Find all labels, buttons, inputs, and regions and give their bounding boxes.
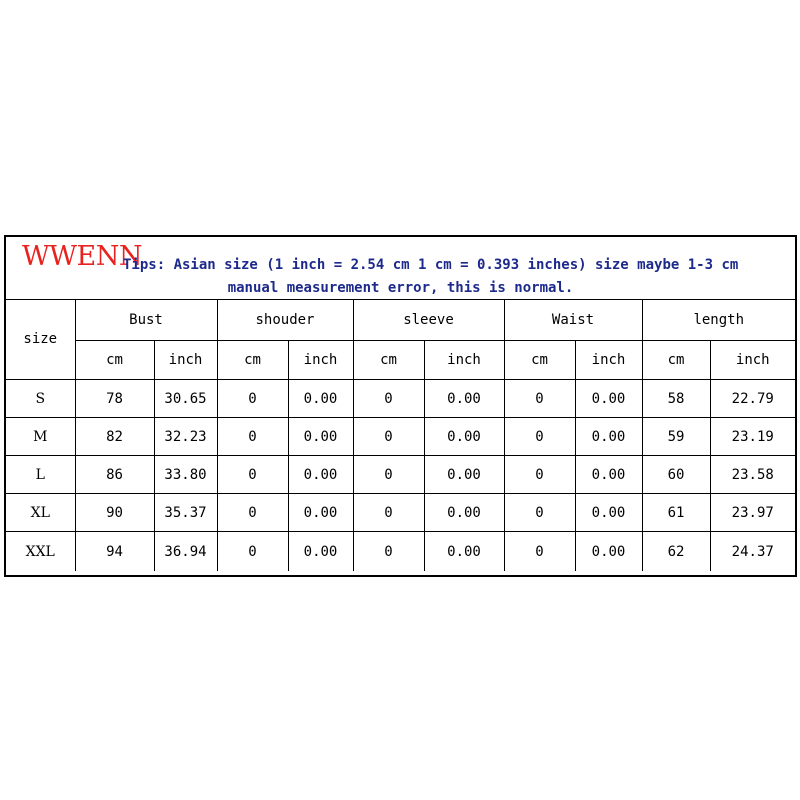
group-header-length: length bbox=[642, 299, 795, 341]
value-cell: 30.65 bbox=[154, 380, 217, 418]
unit-header: inch bbox=[710, 341, 795, 380]
unit-header: cm bbox=[353, 341, 424, 380]
value-cell: 78 bbox=[75, 380, 154, 418]
value-cell: 0 bbox=[504, 532, 575, 572]
unit-header: cm bbox=[504, 341, 575, 380]
size-cell: S bbox=[6, 380, 75, 418]
size-chart bbox=[4, 235, 797, 577]
unit-header: inch bbox=[288, 341, 353, 380]
value-cell: 82 bbox=[75, 418, 154, 456]
table-row bbox=[6, 494, 795, 532]
value-cell: 0 bbox=[353, 532, 424, 572]
unit-header: cm bbox=[642, 341, 710, 380]
value-cell: 0 bbox=[217, 532, 288, 572]
value-cell: 58 bbox=[642, 380, 710, 418]
size-cell: XXL bbox=[6, 532, 75, 572]
value-cell: 0.00 bbox=[575, 456, 642, 494]
table-row bbox=[6, 532, 795, 572]
value-cell: 94 bbox=[75, 532, 154, 572]
value-cell: 0 bbox=[504, 380, 575, 418]
value-cell: 60 bbox=[642, 456, 710, 494]
table-row bbox=[6, 418, 795, 456]
value-cell: 0 bbox=[504, 418, 575, 456]
value-cell: 0 bbox=[504, 494, 575, 532]
value-cell: 0.00 bbox=[288, 494, 353, 532]
value-cell: 0 bbox=[353, 494, 424, 532]
table-row bbox=[6, 380, 795, 418]
size-cell: M bbox=[6, 418, 75, 456]
value-cell: 33.80 bbox=[154, 456, 217, 494]
value-cell: 0 bbox=[504, 456, 575, 494]
value-cell: 0 bbox=[353, 456, 424, 494]
value-cell: 61 bbox=[642, 494, 710, 532]
value-cell: 0.00 bbox=[424, 532, 504, 572]
unit-header: cm bbox=[217, 341, 288, 380]
value-cell: 62 bbox=[642, 532, 710, 572]
value-cell: 0 bbox=[217, 418, 288, 456]
value-cell: 0 bbox=[217, 380, 288, 418]
value-cell: 0.00 bbox=[424, 456, 504, 494]
tips-line-1: Tips: Asian size (1 inch = 2.54 cm 1 cm = 0.393 inches) size maybe 1-3 cm bbox=[123, 257, 739, 273]
value-cell: 0.00 bbox=[575, 494, 642, 532]
value-cell: 0.00 bbox=[288, 532, 353, 572]
value-cell: 0.00 bbox=[288, 456, 353, 494]
value-cell: 35.37 bbox=[154, 494, 217, 532]
value-cell: 32.23 bbox=[154, 418, 217, 456]
size-header: size bbox=[6, 299, 75, 380]
value-cell: 0.00 bbox=[575, 532, 642, 572]
group-header-shoulder: shouder bbox=[217, 299, 353, 341]
value-cell: 0.00 bbox=[575, 380, 642, 418]
value-cell: 23.19 bbox=[710, 418, 795, 456]
value-cell: 59 bbox=[642, 418, 710, 456]
size-cell: L bbox=[6, 456, 75, 494]
value-cell: 23.97 bbox=[710, 494, 795, 532]
group-header-sleeve: sleeve bbox=[353, 299, 504, 341]
value-cell: 36.94 bbox=[154, 532, 217, 572]
tips-line-2: manual measurement error, this is normal. bbox=[227, 280, 574, 296]
value-cell: 90 bbox=[75, 494, 154, 532]
value-cell: 0 bbox=[353, 418, 424, 456]
value-cell: 22.79 bbox=[710, 380, 795, 418]
size-cell: XL bbox=[6, 494, 75, 532]
value-cell: 0.00 bbox=[424, 494, 504, 532]
value-cell: 24.37 bbox=[710, 532, 795, 572]
group-header-row bbox=[6, 299, 795, 341]
unit-header-row bbox=[6, 341, 795, 380]
size-table bbox=[6, 299, 795, 571]
value-cell: 23.58 bbox=[710, 456, 795, 494]
value-cell: 0.00 bbox=[575, 418, 642, 456]
value-cell: 0.00 bbox=[288, 418, 353, 456]
value-cell: 0 bbox=[217, 456, 288, 494]
value-cell: 86 bbox=[75, 456, 154, 494]
group-header-waist: Waist bbox=[504, 299, 642, 341]
value-cell: 0 bbox=[217, 494, 288, 532]
chart-header bbox=[6, 237, 795, 300]
unit-header: inch bbox=[575, 341, 642, 380]
unit-header: inch bbox=[154, 341, 217, 380]
unit-header: cm bbox=[75, 341, 154, 380]
group-header-bust: Bust bbox=[75, 299, 217, 341]
value-cell: 0.00 bbox=[424, 380, 504, 418]
table-row bbox=[6, 456, 795, 494]
brand-logo: WWENN bbox=[22, 241, 142, 272]
value-cell: 0 bbox=[353, 380, 424, 418]
value-cell: 0.00 bbox=[288, 380, 353, 418]
value-cell: 0.00 bbox=[424, 418, 504, 456]
unit-header: inch bbox=[424, 341, 504, 380]
